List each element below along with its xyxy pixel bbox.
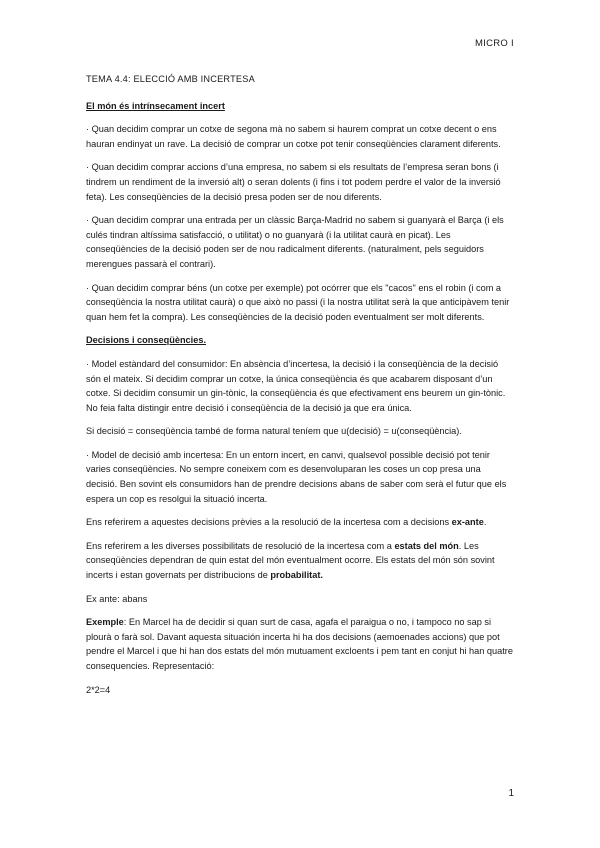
paragraph-formula: 2*2=4 [86, 684, 111, 695]
states-text-2: . Les conseqüències dependran de quin estat del món eventualment ocorre. Els estats del món són sovint incerts i estan governats per distribucions de [86, 540, 495, 581]
course-header: MICRO I [474, 38, 514, 49]
paragraph-ex-ante [86, 515, 514, 530]
paragraph-barca-madrid: · Quan decidim comprar una entrada per un clàssic Barça-Madrid no sabem si guanyarà el Barça (i els culés tindran altíssima satisfacció, o utilitat) o no guanyarà (i la utilitat caurà en picat). Les conseqüències de la decisió poden ser de nou radicalment diferents. (naturalment, pels seguidors merengues passarà el contrari). [86, 215, 504, 269]
ex-ante-end: . [483, 517, 487, 528]
probability-term: probabilitat. [270, 570, 323, 581]
paragraph-example [86, 615, 514, 673]
paragraph-equation: Si decisió = conseqüència també de forma natural teníem que u(decisió) = u(conseqüència). [86, 426, 462, 437]
states-term: estats del món [394, 540, 459, 551]
paragraph-theft: · Quan decidim comprar béns (un cotxe per exemple) pot ocórrer que els "cacos" ens el robin (i com a conseqüència la nostra utilitat caurà) o que això no passi (i la nostra utilitat serà la que anticipàvem tenir quan hem fet la compra). Les conseqüències de la decisió poden eventualment ser molt diferents. [86, 282, 510, 322]
ex-ante-text: Ens referirem a aquestes decisions prèvies a la resolució de la incertesa com a decisions [86, 517, 452, 528]
example-label: Exemple [86, 617, 124, 628]
paragraph-ex-ante-definition: Ex ante: abans [86, 593, 148, 604]
section-heading-decisions: Decisions i conseqüències. [86, 335, 206, 346]
document-body [86, 72, 514, 706]
page-number: 1 [508, 788, 514, 799]
section-heading-uncertain-world: El món és intrínsecament incert [86, 100, 225, 111]
states-text-1: Ens referirem a les diverses possibilitats de resolució de la incertesa com a [86, 540, 395, 551]
paragraph-used-car: · Quan decidim comprar un cotxe de segona mà no sabem si haurem comprat un cotxe decent o ens hauran endinyat un rave. La decisió de comprar un cotxe pot tenir conseqüències clarament diferents. [86, 124, 501, 149]
paragraph-standard-model: · Model estàndard del consumidor: En absència d’incertesa, la decisió i la conseqüència de la decisió són el mateix. Si decidim comprar un cotxe, la única conseqüència és que acabarem disposant d’un cotxe. Si decidim consumir un gin-tònic, la conseqüència és que efectivament ens beurem un gin-tònic. No feia falta distingir entre decisió i conseqüència de la decisió ja que era única. [86, 358, 506, 413]
example-text: : En Marcel ha de decidir si quan surt de casa, agafa el paraigua o no, i tampoco no sap si plourà o farà sol. Davant aquesta situación incerta hi ha dos decisions (aemoenades accions) que pot pendre el Marcel i que hi han dos estats del món mutuament excloents i pem tant en conjut hi han quatre consequencies. Representació: [86, 617, 513, 671]
ex-ante-term: ex-ante [451, 517, 484, 528]
paragraph-states-of-world [86, 539, 514, 583]
paragraph-uncertain-model: · Model de decisió amb incertesa: En un entorn incert, en canvi, qualsevol possible decisió pot tenir varies conseqüències. No sempre coneixem com es desenvoluparan les coses un cop presa una decisió. Ben sovint els consumidors han de prendre decisions abans de saber com serà el futur que els espera un cop es resolgui la situació incerta. [86, 449, 507, 504]
document-title: TEMA 4.4: ELECCIÓ AMB INCERTESA [86, 74, 255, 84]
paragraph-shares: · Quan decidim comprar accions d’una empresa, no sabem si els resultats de l’empresa seran bons (i tindrem un rendiment de la inversió alt) o seran dolents (i fins i tot podem perdre el valor de la inversió feta). Les conseqüències de la decisió presa poden ser de nou diferents. [86, 162, 501, 202]
